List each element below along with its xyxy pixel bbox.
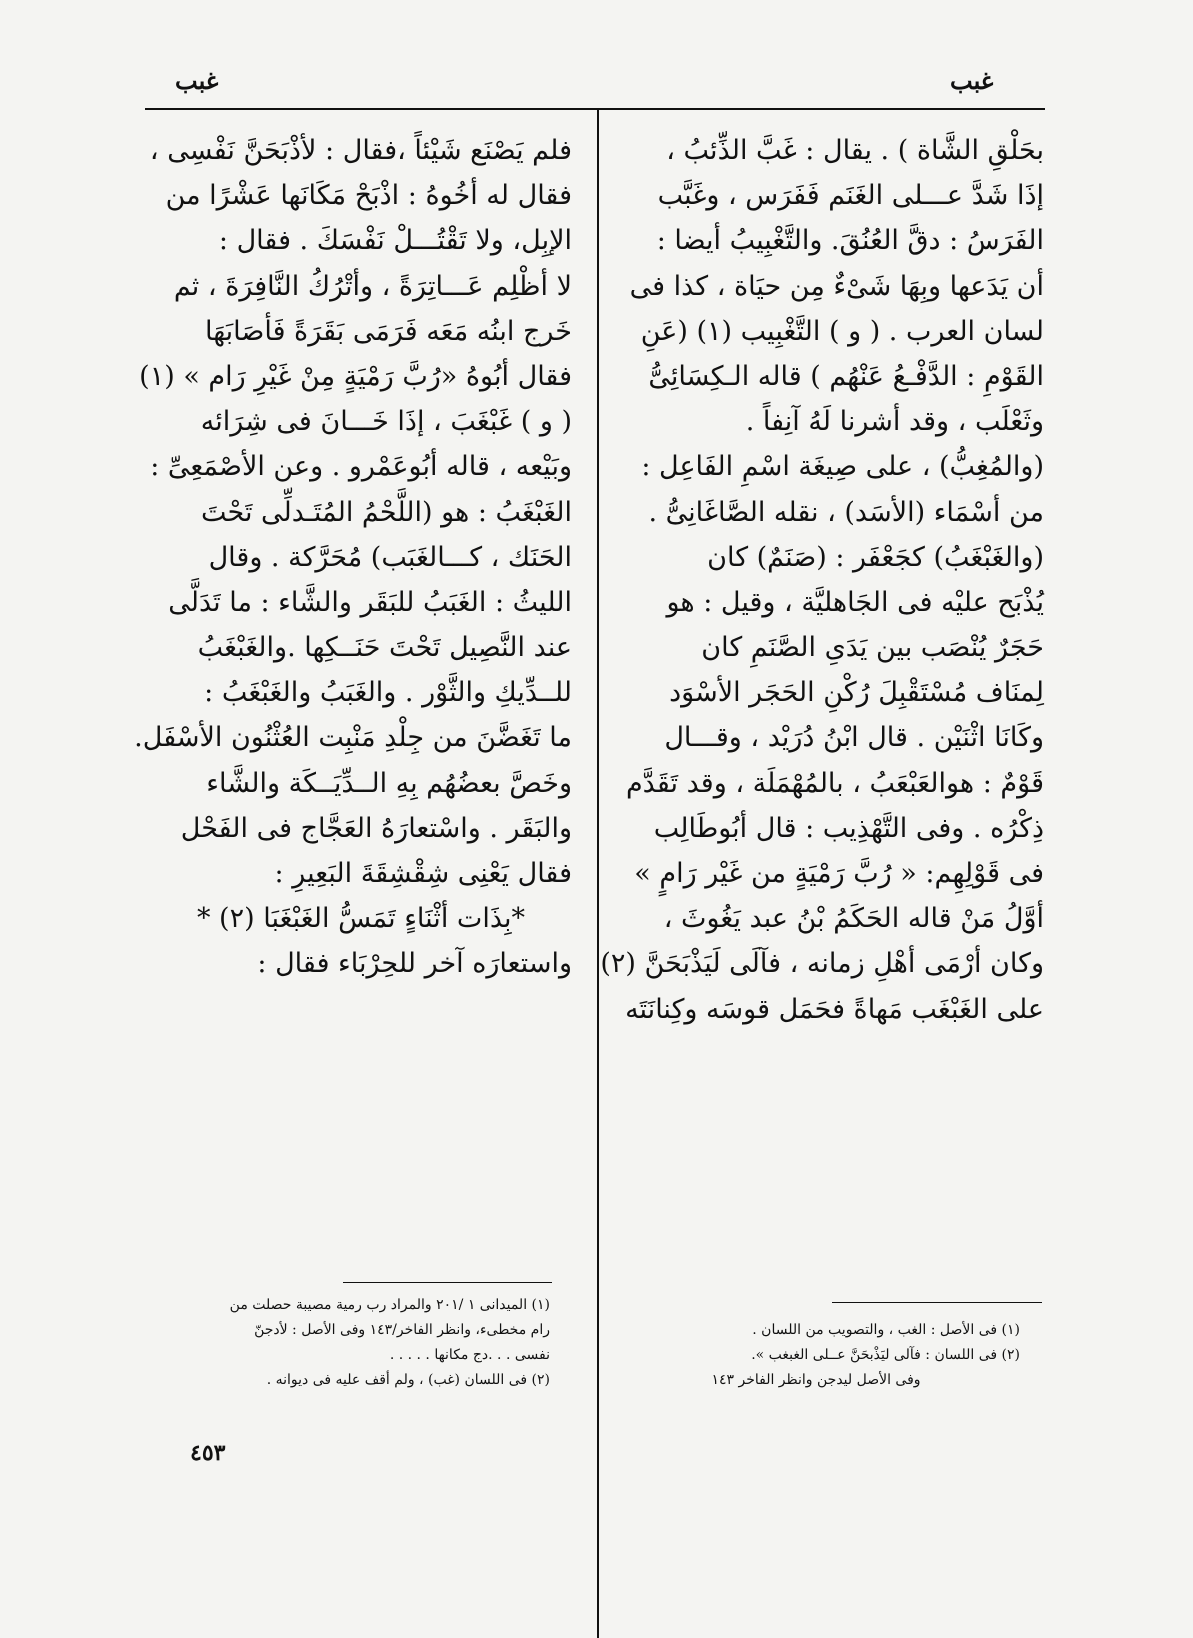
text-line: لسان العرب . ( و ) التَّغْبِيب (١) (عَنِ (640, 315, 1044, 347)
text-line: ذِكْرُه . وفى التَّهْذِيب : قال أبُوطَالِب (653, 812, 1044, 844)
text-line: أوَّلُ مَنْ قاله الحَكَمُ بْنُ عبد يَغُوثَ ، (663, 903, 1044, 935)
left-column (134, 128, 572, 987)
text-line: من أسْمَاء (الأسَد) ، نقله الصَّاغَانِىُّ . (648, 496, 1044, 528)
text-line: فقال له أخُوهُ : اذْبَحْ مَكَانَها عَشْرًا من (165, 180, 572, 212)
text-line: عند النَّصِيل تَحْتَ حَنَــكِها .والغَبْغَبُ (197, 632, 572, 664)
running-header-right: غبب (950, 66, 994, 95)
running-header-left: غبب (175, 66, 219, 95)
text-line: الغَبْغَبُ : هو (اللَّحْمُ المُتَـدلِّى تَحْتَ (201, 496, 572, 528)
text-line: يُذْبَح عليْه فى الجَاهليَّة ، وقيل : هو (666, 586, 1044, 618)
footnotes-left (150, 1293, 550, 1393)
footnote-line: نفسى . . .دج مكانها . . . . . (389, 1347, 550, 1363)
text-line: بحَلْقِ الشَّاة ) . يقال : غَبَّ الذِّئبُ ، (666, 135, 1044, 166)
text-line: واستعارَه آخر للحِرْبَاء فقال : (257, 948, 572, 980)
column-divider (597, 108, 599, 1638)
right-column (600, 128, 1044, 1032)
footnote-rule-left (343, 1282, 552, 1283)
text-line: حَجَرٌ يُنْصَب بين يَدَىِ الصَّنَمِ كان (701, 632, 1044, 664)
text-line: أن يَدَعها وبِهَا شَىْءٌ مِن حيَاة ، كذا فى (629, 270, 1044, 302)
footnote-line: (١) الميدانى ١ /٢٠١ والمراد رب رمية مصيبة حصلت من (229, 1297, 550, 1313)
text-line: خَرج ابنُه مَعَه فَرَمَى بَقَرَةً فَأصَابَهَا (205, 315, 572, 347)
text-line: وبَيْعه ، قاله أبُوعَمْرو . وعن الأصْمَعِىِّ : (150, 451, 572, 483)
text-line: وثَعْلَب ، وقد أشرنا لَهُ آنِفاً . (745, 406, 1044, 438)
text-line: وكان أرْمَى أهْلِ زمانه ، فآلَى لَيَذْبَحَنَّ (٢) (600, 948, 1044, 980)
text-line: فقال أبُوهُ «رُبَّ رَمْيَةٍ مِنْ غَيْرِ رَام » (١) (139, 360, 572, 392)
text-line: للــدِّيكِ والثَّوْر . والغَبَبُ والغَبْغَبُ : (204, 677, 572, 709)
footnote-line: وفى الأصل ليدجن وانظر الفاخر ١٤٣ (711, 1372, 921, 1388)
text-line: الفَرَسُ : دقَّ العُنُقَ. والتَّغْبِيبُ أيضا : (656, 225, 1044, 257)
text-line: ما تَغَضَّنَ من جِلْدِ مَنْبِت العُثْنُون الأسْفَل. (134, 722, 572, 754)
text-line: فى قَوْلِهِم: « رُبَّ رَمْيَةٍ من غَيْر رَامٍ » (634, 858, 1044, 889)
header-rule (145, 108, 1045, 110)
footnotes-right (612, 1318, 1020, 1393)
text-line: قَوْمٌ : هوالعَبْعَبُ ، بالمُهْمَلَة ، وقد تَقَدَّم (625, 767, 1044, 799)
text-line: (والمُغِبُّ) ، على صِيغَة اسْمِ الفَاعِل : (641, 451, 1044, 483)
text-line: ( و ) غَبْغَبَ ، إذَا خَـــانَ فى شِرَائه (200, 406, 572, 438)
text-line: فقال يَعْنِى شِقْشِقَةَ البَعِيرِ : (274, 858, 572, 889)
footnote-line: (٢) فى اللسان : فآلى ليَذْبحَنَّ عــلى الغبغب ». (751, 1347, 1020, 1363)
footnote-line: رام مخطىء، وانظر الفاخر/١٤٣ وفى الأصل : لأدجنّ (254, 1322, 550, 1338)
text-line: فلم يَصْنَع شَيْئاً ،فقال : لأذْبَحَنَّ نَفْسِى ، (149, 135, 572, 166)
text-line: الليثُ : الغَبَبُ للبَقَر والشَّاء : ما تَدَلَّى (168, 586, 572, 618)
footnote-line: (١) فى الأصل : الغب ، والتصويب من اللسان . (752, 1322, 1020, 1338)
footnote-rule-right (832, 1302, 1042, 1303)
text-line: والبَقَر . واسْتعارَهُ العَجَّاج فى الفَحْل (180, 812, 572, 844)
text-line: لِمنَاف مُسْتَقْبِلَ رُكْنِ الحَجَر الأسْوَد (669, 677, 1044, 709)
text-line: وخَصَّ بعضُهُم بِهِ الــدِّيَــكَة والشَّاء (206, 767, 572, 799)
text-line: وكَانَا اثْنَيْن . قال ابْنُ دُرَيْد ، وقـــال (664, 722, 1044, 754)
footnote-line: (٢) فى اللسان (غب) ، ولم أقف عليه فى ديوانه . (266, 1372, 550, 1388)
text-line: (والغَبْغَبُ) كجَعْفَر : (صَنَمٌ) كان (707, 541, 1044, 573)
page-number: ٤٥٣ (190, 1440, 226, 1466)
text-line: لا أظْلِم عَـــاتِرَةً ، وأتْرُكُ النَّافِرَةَ ، ثم (173, 270, 572, 302)
text-line: إذَا شَدَّ عـــلى الغَنَم فَفَرَس ، وغَبَّب (657, 180, 1044, 212)
text-line: على الغَبْغَب مَهاةً فحَمَل قوسَه وكِنانَتَه (625, 993, 1044, 1025)
verse-line: *بِذَات أثْنَاءٍ تَمَسُّ الغَبْغَبَا (٢) * (196, 903, 526, 935)
text-line: الإبِل، ولا تَقْتُـــلْ نَفْسَكَ . فقال : (218, 225, 572, 257)
text-line: القَوْمِ : الدَّفْـعُ عَنْهُم ) قاله الـكِسَائِىُّ (648, 360, 1044, 392)
text-line: الحَنَك ، كـــالغَبَب) مُحَرَّكة . وقال (208, 541, 572, 573)
